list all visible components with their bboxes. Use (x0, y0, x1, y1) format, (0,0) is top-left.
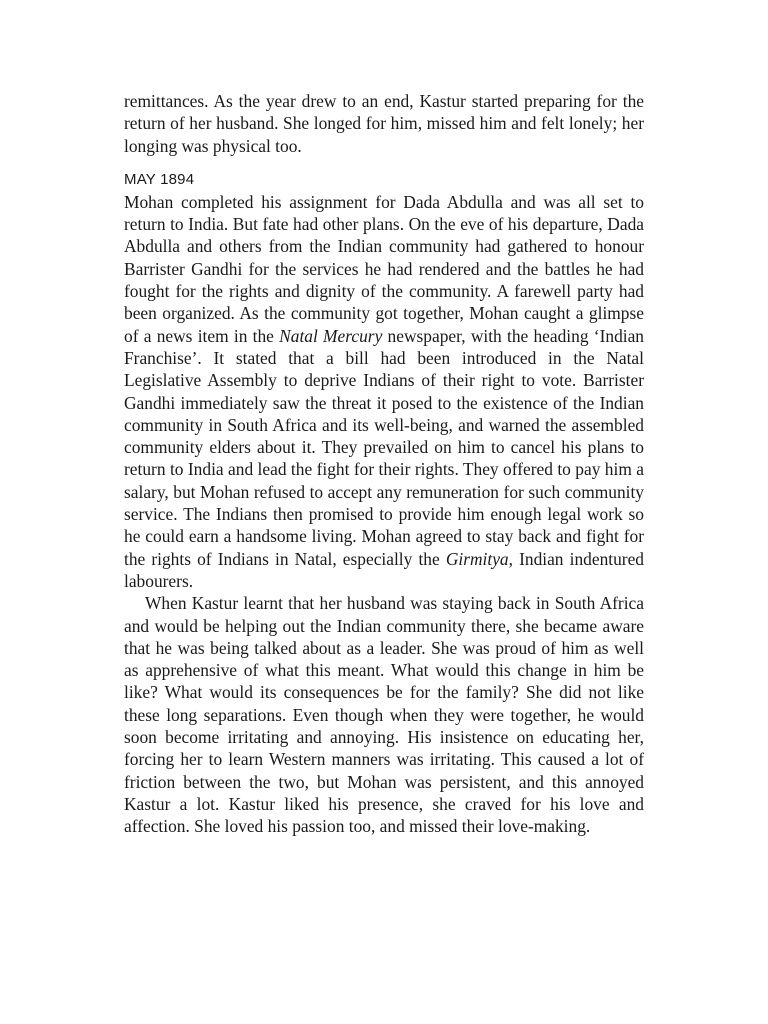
document-page (124, 90, 644, 838)
paragraph-kastur: When Kastur learnt that her husband was staying back in South Africa and would be helping out the Indian community there, she became aware that he was being talked about as a leader. She was proud of him as well as apprehensive of what this meant. What would this change in him be like? What would its consequences be for the family? She did not like these long separations. Even though when they were together, he would soon become irritating and annoying. His insistence on educating her, forcing her to learn Western manners was irritating. This caused a lot of friction between the two, but Mohan was persistent, and this annoyed Kastur a lot. Kastur liked his presence, she craved for his love and affection. She loved his passion too, and missed their love-making. (124, 593, 644, 837)
girmitya-term: Girmitya (445, 548, 509, 569)
newspaper-title: Natal Mercury (279, 325, 383, 346)
paragraph-main-text-2: newspaper, with the heading ‘Indian Franchise’. It stated that a bill had been introduced in the Natal Legislative Assembly to deprive Indians of their right to vote. Barrister Gandhi immediately saw the threat it posed to the existence of the Indian community in South Africa and its well-being, and warned the assembled community elders about it. They prevailed on him to cancel his plans to return to India and lead the fight for their rights. They offered to pay him a salary, but Mohan refused to accept any remuneration for such community service. The Indians then promised to provide him enough legal work so he could earn a handsome living. Mohan agreed to stay back and fight for the rights of Indians in Natal, especially the (124, 325, 645, 569)
paragraph-main (124, 191, 644, 592)
paragraph-main-text-1: Mohan completed his assignment for Dada Abdulla and was all set to return to India. But fate had other plans. On the eve of his departure, Dada Abdulla and others from the Indian community had gathered to honour Barrister Gandhi for the services he had rendered and the battles he had fought for the rights and dignity of the community. A farewell party had been organized. As the community got together, Mohan caught a glimpse of a news item in the (124, 191, 644, 346)
section-heading: MAY 1894 (124, 170, 195, 188)
paragraph-main-text-3: , Indian indentured labourers. (124, 548, 644, 591)
paragraph-intro: remittances. As the year drew to an end, Kastur started preparing for the return of her husband. She longed for him, missed him and felt lonely; her longing was physical too. (124, 91, 644, 156)
